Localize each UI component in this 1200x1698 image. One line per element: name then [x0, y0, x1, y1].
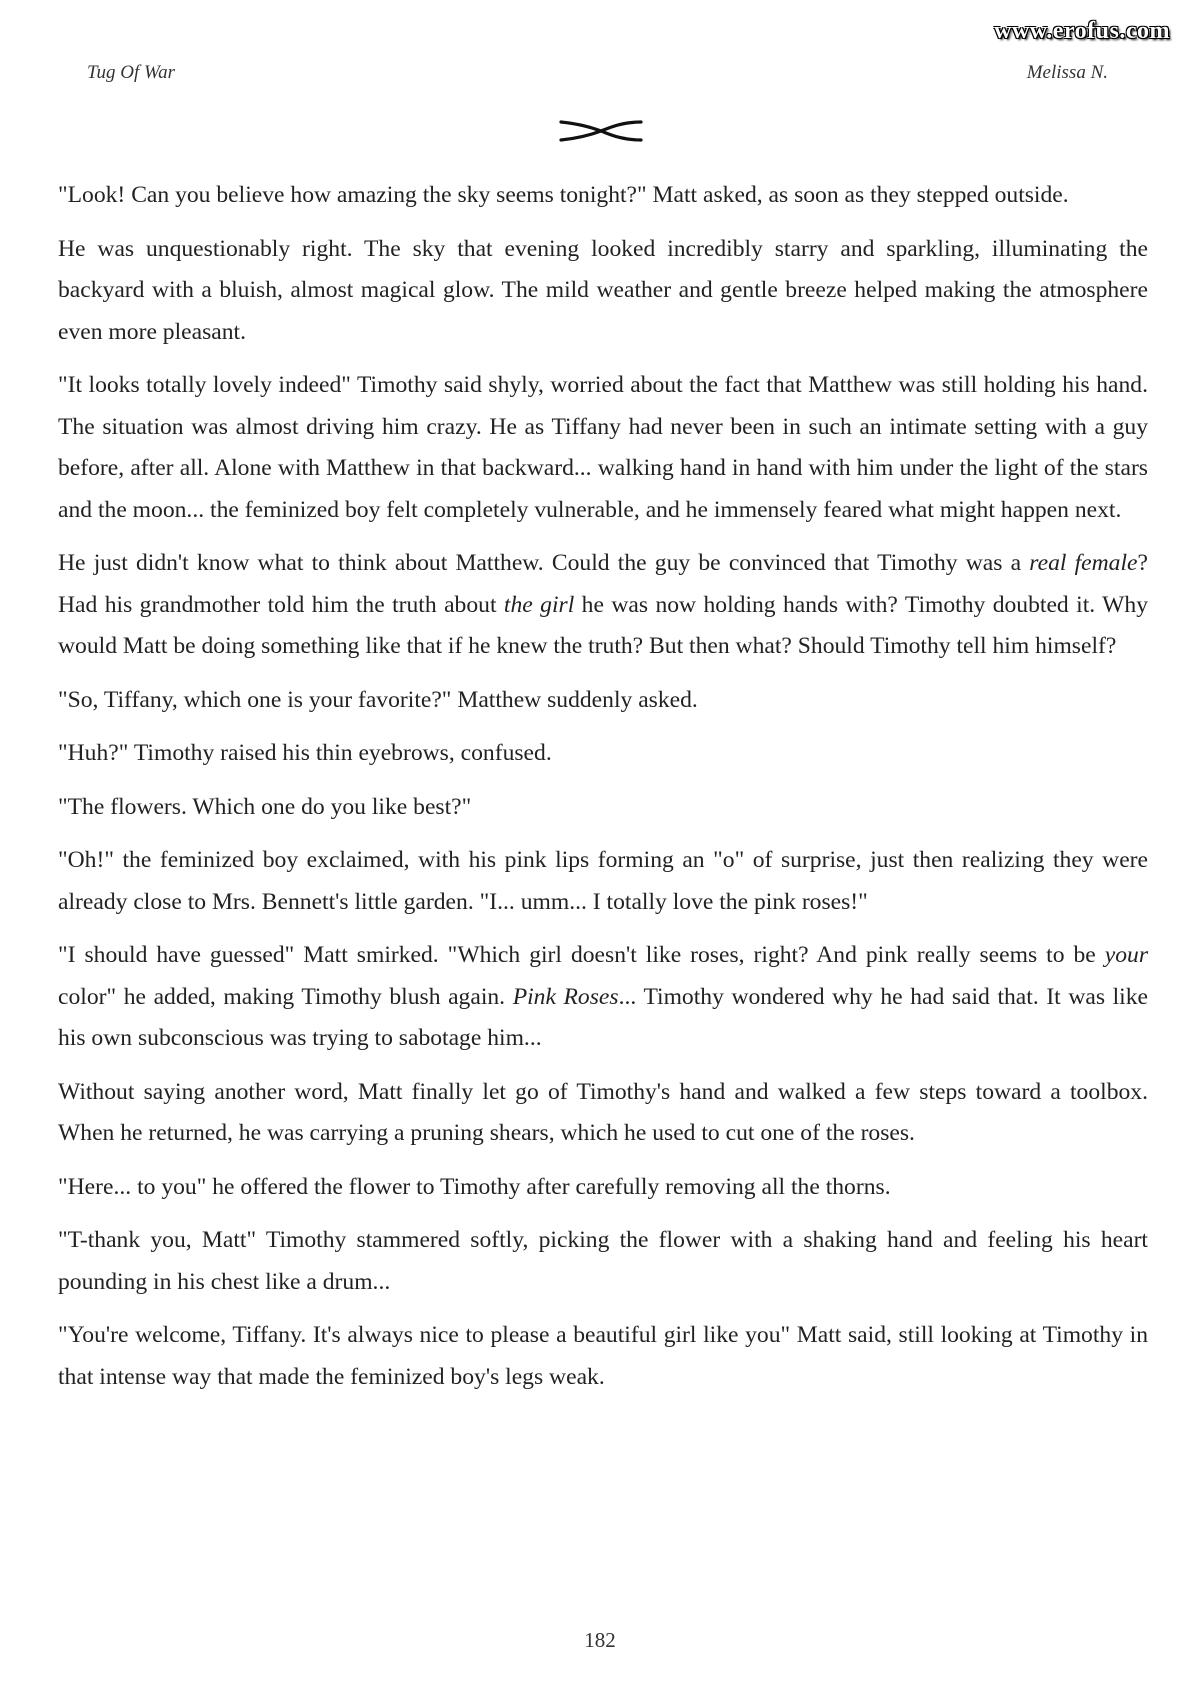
paragraph: "It looks totally lovely indeed" Timothy said shyly, worried about the fact that Matthew was still holding his hand. The situation was almost driving him crazy. He as Tiffany had never been in such an intimate setting with a guy before, after all. Alone with Matthew in that backward... walking hand in hand with him under the light of the stars and the moon... the feminized boy felt completely vulnerable, and he immensely feared what might happen next. — [58, 372, 1148, 523]
scissors-flourish-icon — [559, 118, 643, 144]
paragraph: "Huh?" Timothy raised his thin eyebrows, confused. — [58, 740, 552, 766]
paragraph: Without saying another word, Matt finally let go of Timothy's hand and walked a few steps toward a toolbox. When he returned, he was carrying a pruning shears, which he used to cut one of the roses. — [58, 1078, 1148, 1146]
italic-phrase: real female — [1029, 550, 1138, 576]
paragraph: "The flowers. Which one do you like best?" — [58, 793, 472, 820]
paragraph: "T-thank you, Matt" Timothy stammered softly, picking the flower with a shaking hand and feeling his heart pounding in his chest like a drum... — [58, 1227, 1148, 1295]
paragraph: He just didn't know what to think about Matthew. Could the guy be convinced that Timothy was a real female? Had his grandmother told him the truth about the girl he was now holding hands with? Timothy doubted it. Why would Matt be doing something like that if he knew the truth? But then what? Should Timothy tell him himself? — [58, 550, 1148, 659]
running-header-author: Melissa N. — [1026, 62, 1108, 83]
paragraph: "You're welcome, Tiffany. It's always nice to please a beautiful girl like you" Matt said, still looking at Timothy in that intense way that made the feminized boy's legs weak. — [58, 1322, 1148, 1390]
paragraph: "So, Tiffany, which one is your favorite?" Matthew suddenly asked. — [58, 686, 698, 713]
paragraph: "Oh!" the feminized boy exclaimed, with his pink lips forming an "o" of surprise, just then realizing they were already close to Mrs. Bennett's little garden. "I... umm... I totally love the pink roses!" — [58, 847, 1148, 915]
paragraph: "Here... to you" he offered the flower to Timothy after carefully removing all the thorns. — [58, 1173, 891, 1200]
page-number: 182 — [584, 1628, 616, 1652]
page-body — [58, 175, 1148, 1410]
paragraph: "I should have guessed" Matt smirked. "Which girl doesn't like roses, right? And pink really seems to be your color" he added, making Timothy blush again. Pink Roses... Timothy wondered why he had said that. It was like his own subconscious was trying to sabotage him... — [58, 942, 1148, 1051]
running-header-title: Tug Of War — [87, 62, 175, 83]
italic-phrase: your — [1104, 942, 1148, 968]
watermark: www.erofus.com — [994, 18, 1170, 44]
italic-phrase: Pink Roses — [512, 983, 619, 1010]
italic-phrase: the girl — [503, 591, 575, 618]
paragraph: "Look! Can you believe how amazing the sky seems tonight?" Matt asked, as soon as they stepped outside. — [58, 182, 1069, 208]
paragraph: He was unquestionably right. The sky that evening looked incredibly starry and sparkling, illuminating the backyard with a bluish, almost magical glow. The mild weather and gentle breeze helped making the atmosphere even more pleasant. — [58, 235, 1148, 345]
